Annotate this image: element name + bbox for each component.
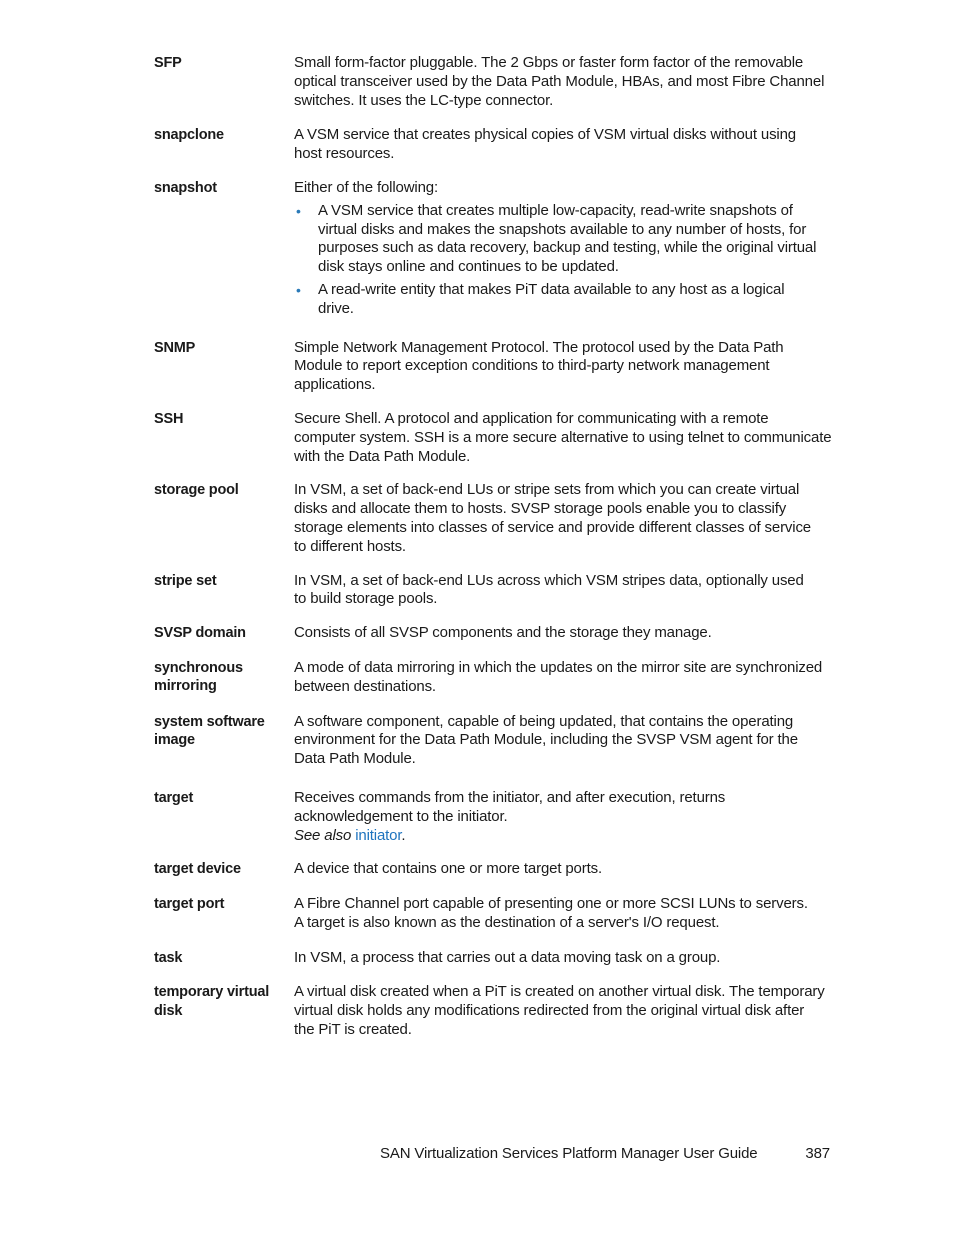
bullet-line: virtual disks and makes the snapshots available to any number of hosts, for	[318, 220, 807, 238]
term-line: image	[154, 732, 195, 749]
glossary-entry-target-device	[154, 860, 834, 879]
glossary-entry-system-software-image	[154, 713, 834, 769]
glossary-definition	[294, 54, 834, 110]
bullet-item	[294, 281, 834, 319]
definition-line: A device that contains one or more target ports.	[294, 860, 602, 878]
page-number: 387	[805, 1145, 830, 1162]
glossary-entry-snmp	[154, 339, 834, 395]
definition-line: acknowledgement to the initiator.	[294, 807, 508, 825]
glossary-term: SNMP	[154, 339, 196, 356]
glossary-definition	[294, 860, 834, 879]
definition-line: A virtual disk created when a PiT is created on another virtual disk. The temporary	[294, 983, 825, 1001]
glossary-definition	[294, 339, 834, 395]
definition-line: Module to report exception conditions to third-party network management	[294, 357, 770, 375]
glossary-list	[154, 54, 834, 1040]
definition-line: Either of the following:	[294, 178, 438, 196]
glossary-entry-synchronous-mirroring	[154, 659, 834, 697]
glossary-entry-storage-pool	[154, 481, 834, 556]
definition-line: In VSM, a process that carries out a data moving task on a group.	[294, 948, 721, 966]
glossary-term: snapclone	[154, 127, 224, 144]
glossary-definition	[294, 949, 834, 968]
definition-line: between destinations.	[294, 677, 436, 695]
footer-title: SAN Virtualization Services Platform Manager User Guide	[380, 1145, 758, 1162]
glossary-term: snapshot	[154, 179, 217, 196]
definition-line: A target is also known as the destination of a server's I/O request.	[294, 913, 720, 931]
glossary-definition	[294, 789, 834, 845]
bullet-line: A VSM service that creates multiple low-capacity, read-write snapshots of	[318, 201, 793, 219]
bullet-list	[294, 202, 834, 319]
definition-line: disks and allocate them to hosts. SVSP storage pools enable you to classify	[294, 500, 787, 518]
glossary-entry-temporary-virtual-disk	[154, 983, 834, 1039]
definition-line: virtual disk holds any modifications redirected from the original virtual disk after	[294, 1002, 805, 1020]
glossary-entry-svsp-domain	[154, 624, 834, 643]
glossary-entry-sfp	[154, 54, 834, 110]
glossary-entry-task	[154, 949, 834, 968]
definition-line: A Fibre Channel port capable of presenting one or more SCSI LUNs to servers.	[294, 895, 808, 913]
term-line: synchronous	[154, 659, 243, 676]
glossary-entry-stripe-set	[154, 572, 834, 610]
definition-line: Receives commands from the initiator, and after execution, returns	[294, 788, 726, 806]
definition-line: Simple Network Management Protocol. The protocol used by the Data Path	[294, 338, 784, 356]
bullet-icon: •	[296, 281, 301, 298]
definition-line: to build storage pools.	[294, 590, 438, 608]
bullet-line: A read-write entity that makes PiT data available to any host as a logical	[318, 280, 785, 298]
definition-line: optical transceiver used by the Data Path Module, HBAs, and most Fibre Channel	[294, 72, 825, 90]
initiator-link[interactable]: initiator	[355, 826, 402, 844]
definition-line: host resources.	[294, 145, 395, 163]
definition-line: with the Data Path Module.	[294, 447, 471, 465]
definition-line: computer system. SSH is a more secure alternative to using telnet to communicate	[294, 428, 832, 446]
glossary-definition	[294, 713, 834, 769]
glossary-definition	[294, 624, 834, 643]
definition-line: A VSM service that creates physical copies of VSM virtual disks without using	[294, 126, 797, 144]
definition-line: applications.	[294, 376, 376, 394]
definition-line: A software component, capable of being updated, that contains the operating	[294, 712, 794, 730]
definition-line: Data Path Module.	[294, 750, 416, 768]
definition-line: storage elements into classes of service and provide different classes of service	[294, 518, 812, 536]
bullet-line: purposes such as data recovery, backup and testing, while the original virtual	[318, 239, 817, 257]
glossary-definition	[294, 659, 834, 697]
glossary-term: task	[154, 949, 183, 966]
term-line: disk	[154, 1002, 183, 1019]
glossary-entry-ssh	[154, 410, 834, 466]
glossary-definition	[294, 126, 834, 164]
glossary-term: SVSP domain	[154, 625, 246, 642]
definition-line: the PiT is created.	[294, 1021, 412, 1039]
definition-line: A mode of data mirroring in which the updates on the mirror site are synchronized	[294, 658, 823, 676]
glossary-entry-snapclone	[154, 126, 834, 164]
glossary-entry-target-port	[154, 895, 834, 933]
glossary-term: SSH	[154, 410, 184, 427]
glossary-term	[154, 983, 294, 1020]
glossary-term	[154, 659, 294, 696]
glossary-term: target	[154, 789, 194, 806]
glossary-entry-snapshot	[154, 179, 834, 323]
definition-line: In VSM, a set of back-end LUs across which VSM stripes data, optionally used	[294, 571, 804, 589]
bullet-icon: •	[296, 202, 301, 219]
term-line: system software	[154, 713, 265, 730]
term-line: mirroring	[154, 678, 217, 695]
glossary-entry-target	[154, 789, 834, 845]
glossary-term: stripe set	[154, 572, 217, 589]
glossary-definition	[294, 895, 834, 933]
see-also-period: .	[401, 826, 406, 844]
glossary-definition	[294, 572, 834, 610]
bullet-line: drive.	[318, 299, 354, 317]
glossary-term	[154, 713, 294, 750]
glossary-definition	[294, 983, 834, 1039]
glossary-term: SFP	[154, 55, 182, 71]
definition-line: Consists of all SVSP components and the storage they manage.	[294, 624, 712, 642]
glossary-term: storage pool	[154, 482, 239, 499]
glossary-definition	[294, 410, 834, 466]
bullet-item	[294, 202, 834, 277]
definition-line: Secure Shell. A protocol and application for communicating with a remote	[294, 409, 769, 427]
definition-line: to different hosts.	[294, 537, 406, 555]
see-also-label: See also	[294, 826, 352, 844]
glossary-definition	[294, 481, 834, 556]
glossary-term: target device	[154, 861, 241, 878]
definition-line: switches. It uses the LC-type connector.	[294, 91, 554, 109]
definition-line: In VSM, a set of back-end LUs or stripe sets from which you can create virtual	[294, 481, 800, 499]
definition-line: Small form-factor pluggable. The 2 Gbps or faster form factor of the removable	[294, 54, 804, 71]
bullet-line: disk stays online and continues to be updated.	[318, 258, 619, 276]
glossary-definition	[294, 179, 834, 323]
definition-line: environment for the Data Path Module, including the SVSP VSM agent for the	[294, 731, 798, 749]
term-line: temporary virtual	[154, 984, 270, 1001]
glossary-term: target port	[154, 896, 225, 913]
